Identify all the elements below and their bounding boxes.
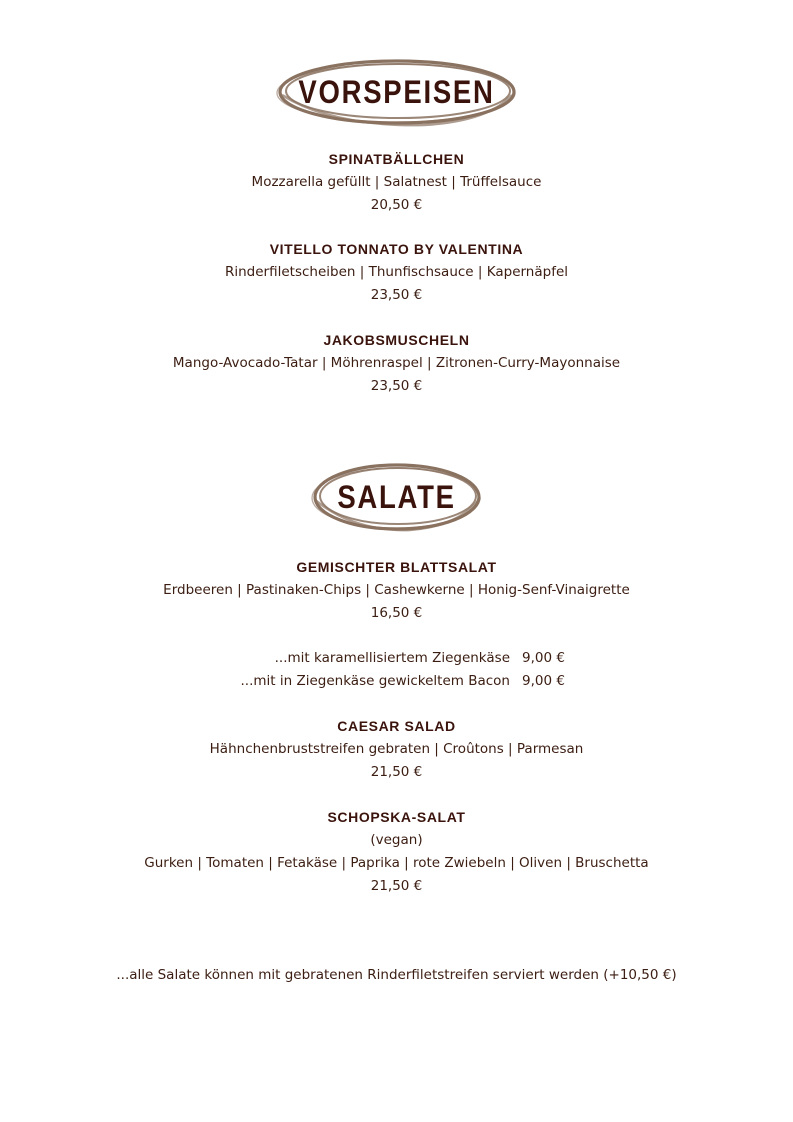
item-description: Gurken | Tomaten | Fetakäse | Paprika | rote Zwiebeln | Oliven | Bruschetta xyxy=(144,855,649,871)
section-badge-vorspeisen xyxy=(0,55,793,129)
section-title-salate: SALATE xyxy=(337,479,456,515)
item-description: Erdbeeren | Pastinaken-Chips | Cashewkerne | Honig-Senf-Vinaigrette xyxy=(163,582,630,598)
section-title-vorspeisen: VORSPEISEN xyxy=(298,74,495,110)
menu-item xyxy=(0,237,793,307)
item-price: 20,50 € xyxy=(370,197,423,213)
item-name: SPINATBÄLLCHEN xyxy=(328,151,465,167)
item-name: CAESAR SALAD xyxy=(337,718,456,734)
menu-item xyxy=(0,147,793,217)
item-description: Hähnchenbruststreifen gebraten | Croûtons | Parmesan xyxy=(209,741,584,757)
item-note: (vegan) xyxy=(370,832,423,848)
item-price: 16,50 € xyxy=(370,605,423,621)
menu-item xyxy=(0,805,793,898)
item-name: VITELLO TONNATO BY VALENTINA xyxy=(269,241,524,257)
item-price: 21,50 € xyxy=(370,878,423,894)
extra-label: ...mit karamellisiertem Ziegenkäse xyxy=(274,650,510,666)
extra-option xyxy=(200,647,510,670)
item-name: GEMISCHTER BLATTSALAT xyxy=(296,559,497,575)
item-description: Rinderfiletscheiben | Thunfischsauce | Kapernäpfel xyxy=(224,264,569,280)
footer-note: ...alle Salate können mit gebratenen Rinderfiletstreifen serviert werden (+10,50 €) xyxy=(116,967,677,983)
item-price: 21,50 € xyxy=(370,764,423,780)
item-price: 23,50 € xyxy=(370,287,423,303)
extra-option xyxy=(200,670,510,693)
menu-item xyxy=(0,328,793,398)
item-name: SCHOPSKA-SALAT xyxy=(327,809,466,825)
item-description: Mango-Avocado-Tatar | Möhrenraspel | Zitronen-Curry-Mayonnaise xyxy=(172,355,621,371)
extra-price: 9,00 € xyxy=(522,650,565,666)
menu-item xyxy=(0,714,793,784)
extra-price: 9,00 € xyxy=(522,673,565,689)
item-description: Mozzarella gefüllt | Salatnest | Trüffelsauce xyxy=(251,174,542,190)
section-badge-salate xyxy=(0,460,793,534)
extra-label: ...mit in Ziegenkäse gewickeltem Bacon xyxy=(240,673,510,689)
item-price: 23,50 € xyxy=(370,378,423,394)
item-name: JAKOBSMUSCHELN xyxy=(323,332,470,348)
menu-item xyxy=(0,555,793,625)
